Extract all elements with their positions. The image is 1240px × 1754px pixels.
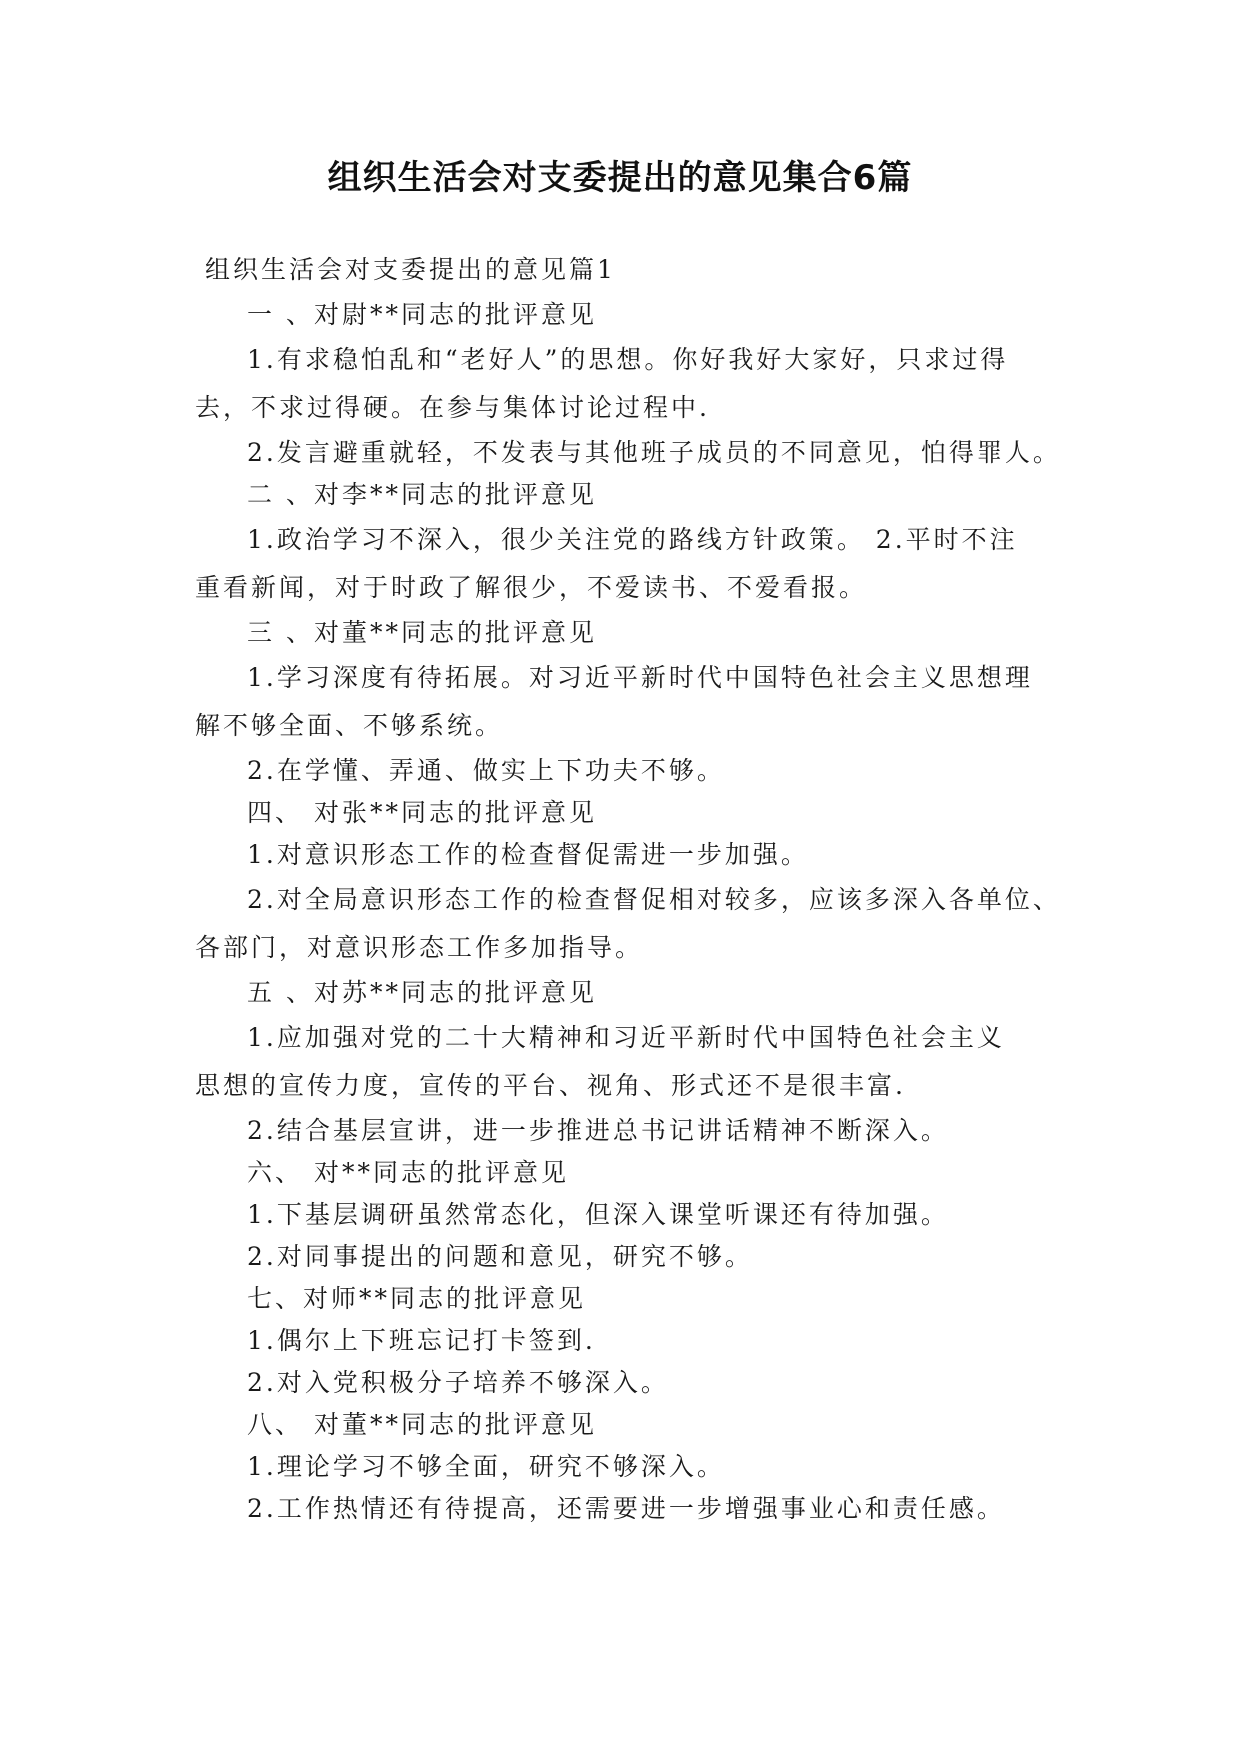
text-line: 重看新闻，对于时政了解很少，不爱读书、不爱看报。 <box>195 573 868 602</box>
text-line: 去，不求过得硬。在参与集体讨论过程中. <box>195 393 710 422</box>
text-line: 八、 对董**同志的批评意见 <box>247 1410 597 1439</box>
text-line: 各部门，对意识形态工作多加指导。 <box>195 933 644 962</box>
text-line: 2.在学懂、弄通、做实上下功夫不够。 <box>247 756 725 785</box>
text-line: 三 、对董**同志的批评意见 <box>247 618 597 647</box>
text-line: 2.对同事提出的问题和意见，研究不够。 <box>247 1242 753 1271</box>
text-line: 1.偶尔上下班忘记打卡签到. <box>247 1326 596 1355</box>
text-line: 四、 对张**同志的批评意见 <box>247 798 597 827</box>
text-line: 1.下基层调研虽然常态化，但深入课堂听课还有待加强。 <box>247 1200 949 1229</box>
text-line: 2.对全局意识形态工作的检查督促相对较多，应该多深入各单位、 <box>247 885 1061 914</box>
text-line: 1.应加强对党的二十大精神和习近平新时代中国特色社会主义 <box>247 1023 1005 1052</box>
text-line: 2.结合基层宣讲，进一步推进总书记讲话精神不断深入。 <box>247 1116 949 1145</box>
text-line: 1.对意识形态工作的检查督促需进一步加强。 <box>247 840 809 869</box>
text-line: 五 、对苏**同志的批评意见 <box>247 978 597 1007</box>
document-body <box>195 246 1061 1530</box>
document-title: 组织生活会对支委提出的意见集合6篇 <box>327 158 913 198</box>
text-line: 2.工作热情还有待提高，还需要进一步增强事业心和责任感。 <box>247 1494 1005 1523</box>
text-line: 思想的宣传力度，宣传的平台、视角、形式还不是很丰富. <box>195 1071 906 1100</box>
text-line: 七、对师**同志的批评意见 <box>247 1284 587 1313</box>
text-line: 2.对入党积极分子培养不够深入。 <box>247 1368 669 1397</box>
text-line: 1.政治学习不深入，很少关注党的路线方针政策。 2.平时不注 <box>247 525 1018 554</box>
text-line: 1.理论学习不够全面，研究不够深入。 <box>247 1452 725 1481</box>
text-line: 1.学习深度有待拓展。对习近平新时代中国特色社会主义思想理 <box>247 663 1033 692</box>
text-line: 2.发言避重就轻，不发表与其他班子成员的不同意见，怕得罪人。 <box>247 438 1061 467</box>
text-line: 二 、对李**同志的批评意见 <box>247 480 597 509</box>
text-line: 解不够全面、不够系统。 <box>195 711 504 740</box>
text-line: 1.有求稳怕乱和“老好人”的思想。你好我好大家好，只求过得 <box>247 345 1009 374</box>
text-line: 一 、对尉**同志的批评意见 <box>247 300 597 329</box>
text-line: 组织生活会对支委提出的意见篇1 <box>205 255 616 284</box>
text-line: 六、 对**同志的批评意见 <box>247 1158 569 1187</box>
